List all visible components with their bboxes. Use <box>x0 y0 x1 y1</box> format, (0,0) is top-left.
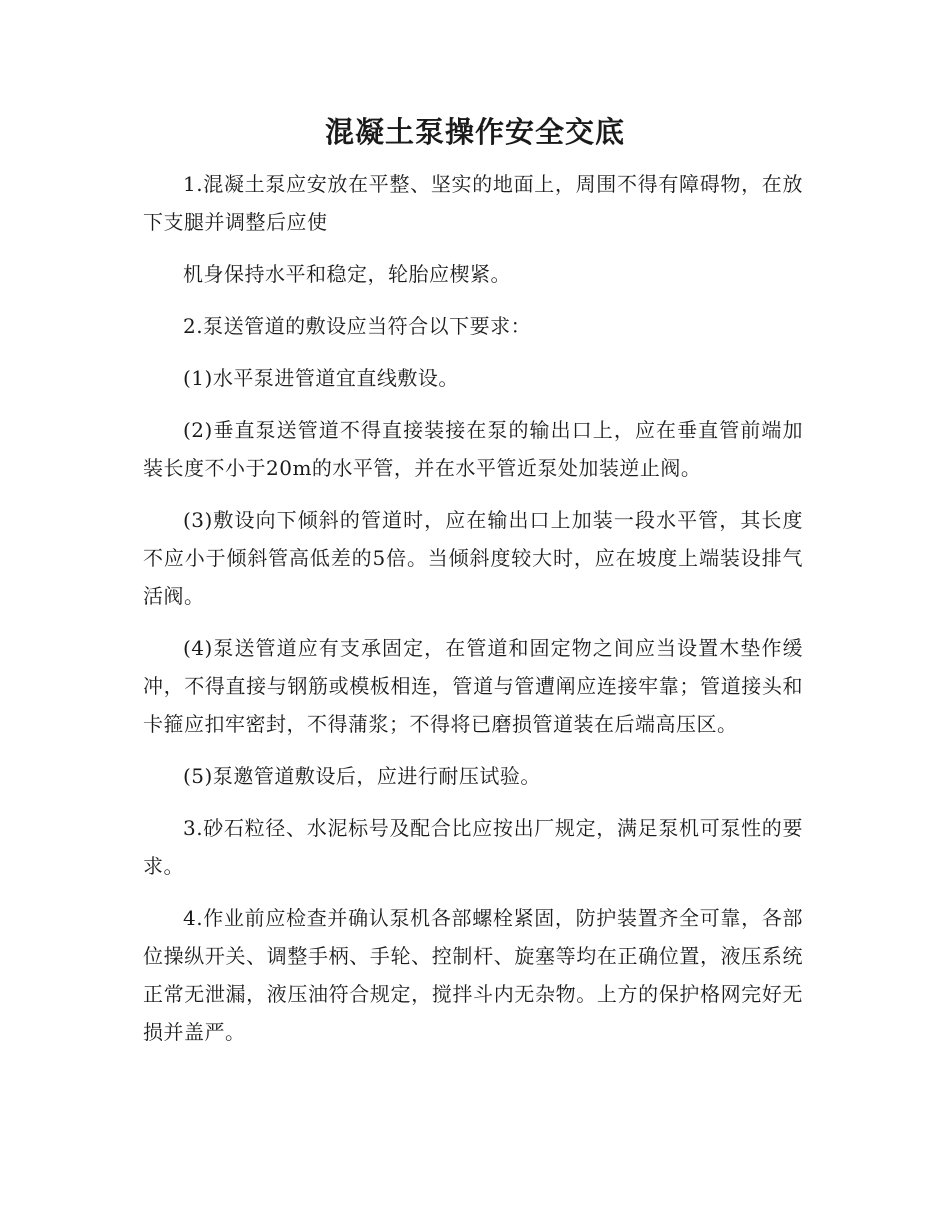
paragraph-4: (1)水平泵进管道宜直线敷设。 <box>183 366 459 390</box>
paragraph-2: 机身保持水平和稳定，轮胎应楔紧。 <box>183 262 511 286</box>
paragraph-1: 1.混凝土泵应安放在平整、坚实的地面上，周围不得有障碍物，在放下支腿并调整后应使 <box>143 172 803 234</box>
paragraph-3: 2.泵送管道的敷设应当符合以下要求： <box>183 314 532 338</box>
paragraph-8: (5)泵邀管道敷设后，应进行耐压试验。 <box>183 764 541 788</box>
paragraph-5: (2)垂直泵送管道不得直接装接在泵的输出口上，应在垂直管前端加装长度不小于20m的水平管，并在水平管近泵处加装逆止阀。 <box>143 418 803 480</box>
paragraph-6: (3)敷设向下倾斜的管道时，应在输出口上加装一段水平管，其长度不应小于倾斜管高低差的5倍。当倾斜度较大时，应在坡度上端装设排气活阀。 <box>143 508 803 608</box>
paragraph-9: 3.砂石粒径、水泥标号及配合比应按出厂规定，满足泵机可泵性的要求。 <box>143 816 803 878</box>
document-body <box>143 165 803 1065</box>
document-title: 混凝土泵操作安全交底 <box>324 115 625 149</box>
paragraph-10: 4.作业前应检查并确认泵机各部螺栓紧固，防护装置齐全可靠，各部位操纵开关、调整手柄、手轮、控制杆、旋塞等均在正确位置，液压系统正常无泄漏，液压油符合规定，搅拌斗内无杂物。上方的保护格网完好无损并盖严。 <box>143 906 803 1044</box>
paragraph-7: (4)泵送管道应有支承固定，在管道和固定物之间应当设置木垫作缓冲，不得直接与钢筋或模板相连，管道与管遭阐应连接牢靠；管道接头和卡箍应扣牢密封，不得蒲浆；不得将已磨损管道装在后端高压区。 <box>143 636 803 736</box>
